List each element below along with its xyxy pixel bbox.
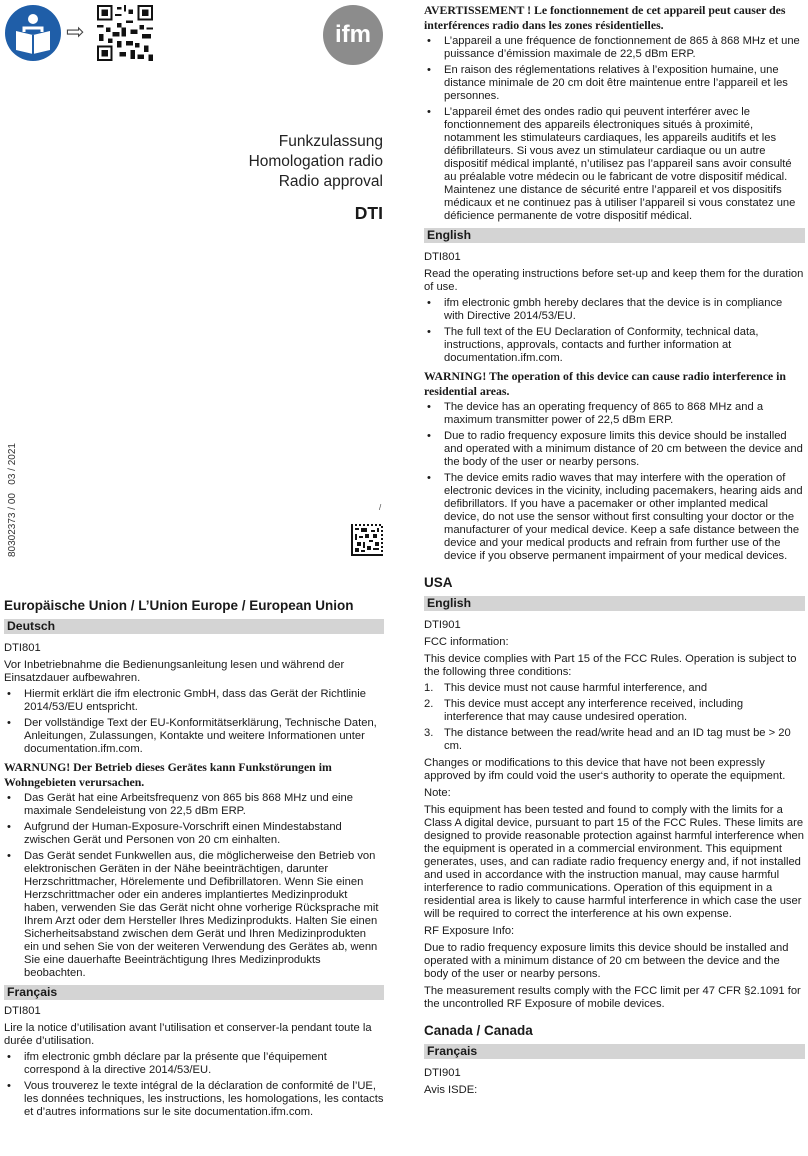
fcc-information-label: FCC information: — [424, 636, 509, 648]
list-item: • The device emits radio waves that may interfere with the operation of electronic devices in the vicinity, including pacemakers, hearing aids and defibrillators. If you have a pacemaker or other implanted medical device, do not use the sensor without first consulting your doctor or the manufacturer of your medical device. Keep a safe distance between the device and your medical products and refrain from further use of the device if you observe permanent impairment of your medical devices. — [424, 472, 805, 563]
region-title-usa: USA — [424, 575, 453, 590]
list-item: • Das Gerät hat eine Arbeitsfrequenz von 865 bis 868 MHz und eine maximale Sendeleistung von 22,5 dBm ERP. — [4, 792, 384, 818]
list-item: • ifm electronic gmbh déclare par la présente que l’équipement correspond à la directive 2014/53/EU. — [4, 1051, 384, 1077]
list-item: • Der vollständige Text der EU-Konformitätserklärung, Technische Daten, Anleitungen, Zulassungen, Kontakte und weitere Informationen unter documentation.ifm.com. — [4, 717, 384, 756]
rf-exposure-text: Due to radio frequency exposure limits this device should be installed and operated with a minimum distance of 20 cm between the device and the body of the user or nearby persons. — [424, 942, 789, 980]
list-item: • L’appareil émet des ondes radio qui peuvent interférer avec le fonctionnement des appareils électroniques situés à proximité, notamment les stimulateurs cardiaques, les appareils auditifs et les défibrillateurs. Si vous avez un stimulateur cardiaque ou un autre dispositif médical implanté, n’utilisez pas l’appareil sans avoir consulté au préalable votre médecin ou le fabricant de votre dispositif médical. Maintenez une distance de sécurité entre l’appareil et vos dispositifs médicaux et ne continuez pas à utiliser l’appareil si vous constatez une déficience permanente de votre dispositif médical. — [424, 106, 805, 223]
warning-list-fr — [424, 35, 805, 223]
avis-isde-label: Avis ISDE: — [424, 1084, 478, 1096]
section-heading-deutsch: Deutsch — [4, 619, 384, 634]
model-usa: DTI901 — [424, 619, 461, 631]
list-item: 2. This device must accept any interference received, including interference that may cause undesired operation. — [424, 698, 744, 723]
list-item: • Hiermit erklärt die ifm electronic GmbH, dass das Gerät der Richtlinie 2014/53/EU entspricht. — [4, 688, 384, 714]
region-title-canada: Canada / Canada — [424, 1023, 533, 1038]
right-column — [424, 3, 805, 1097]
list-item: • ifm electronic gmbh hereby declares that the device is in compliance with Directive 2014/53/EU. — [424, 297, 805, 323]
region-title-eu: Europäische Union / L’Union Europe / European Union — [4, 598, 354, 613]
rf-exposure-label: RF Exposure Info: — [424, 925, 515, 937]
intro-fr: Lire la notice d’utilisation avant l’utilisation et conserver-la pendant toute la durée d’utilisation. — [4, 1022, 372, 1047]
fcc-conditions — [424, 682, 805, 753]
title-line-fr: Homologation radio — [248, 153, 383, 170]
list-item: • Das Gerät sendet Funkwellen aus, die möglicherweise den Betrieb von elektronischen Geräten in der Nähe beeinträchtigen, darunter Herzschrittmacher, Hörelemente und Defibrillatoren. Wenn Sie einen Herzschrittmacher oder ein anderes implantiertes Medizinprodukt haben, verwenden Sie das Gerät nicht ohne vorherige Rücksprache mit Ihrem Arzt oder dem Hersteller Ihres Medizinprodukts. Halten Sie einen Sicherheitsabstand zwischen dem Gerät und Ihren Medizinprodukten ein und sehen Sie von der weiteren Verwendung des Gerätes ab, wenn Sie eine dauerhafte Beeinträchtigung Ihres Medizinprodukts beobachten. — [4, 850, 384, 980]
list-item: • Aufgrund der Human-Exposure-Vorschrift einen Mindestabstand zwischen Gerät und Personen von 20 cm einhalten. — [4, 821, 384, 847]
section-heading-francais-canada: Français — [424, 1044, 805, 1059]
list-item: • The device has an operating frequency of 865 to 868 MHz and a maximum transmitter power of 22,5 dBm ERP. — [424, 401, 805, 427]
measurement-text: The measurement results comply with the FCC limit per 47 CFR §2.1091 for the uncontrolled RF Exposure of mobile devices. — [424, 985, 801, 1010]
model-en: DTI801 — [424, 251, 461, 263]
arrow-right-icon: ⇨ — [66, 19, 85, 44]
model-canada: DTI901 — [424, 1067, 461, 1079]
approval-title — [190, 132, 383, 192]
note-label: Note: — [424, 787, 451, 799]
condition-text: This device must not cause harmful interference, and — [444, 682, 708, 694]
list-item: • Due to radio frequency exposure limits this device should be installed and operated with a minimum distance of 20 cm between the device and the body of the user or nearby persons. — [424, 430, 805, 469]
list-item: • L’appareil a une fréquence de fonctionnement de 865 à 868 MHz et une puissance d’émission maximale de 22,5 dBm ERP. — [424, 35, 805, 61]
left-column — [4, 598, 384, 1119]
model-de: DTI801 — [4, 642, 41, 654]
warning-fr: AVERTISSEMENT ! Le fonctionnement de cet appareil peut causer des interférences radio dans les zones résidentielles. — [424, 3, 786, 32]
bullet-list-de — [4, 688, 384, 756]
read-manual-icon — [4, 4, 62, 62]
list-item: 1. This device must not cause harmful interference, and — [424, 682, 708, 694]
section-heading-english-usa: English — [424, 596, 805, 611]
title-line-en: Radio approval — [278, 173, 383, 190]
note-text: This equipment has been tested and found to comply with the limits for a Class A digital device, pursuant to part 15 of the FCC Rules. These limits are designed to provide reasonable protection against harmful interference when the equipment is operated in a commercial environment. This equipment generates, uses, and can radiate radio frequency energy and, if not installed and used in accordance with the instruction manual, may cause harmful interference to radio communications. Operation of this equipment in a residential area is likely to cause harmful interference in which case the user will be required to correct the interference at his own expense. — [424, 804, 804, 920]
section-heading-english-eu: English — [424, 228, 805, 243]
list-item: • Vous trouverez le texte intégral de la déclaration de conformité de l’UE, les données techniques, les instructions, les homologations, les contacts et d’autres informations sur le site documentation.ifm.com. — [4, 1080, 384, 1119]
product-name: DTI — [354, 203, 383, 223]
bullet-list-fr — [4, 1051, 384, 1119]
title-line-de: Funkzulassung — [278, 133, 383, 150]
document-number: 80302373 / 00 03 / 2021 — [7, 443, 18, 557]
intro-en: Read the operating instructions before set-up and keep them for the duration of use. — [424, 268, 804, 293]
section-heading-francais: Français — [4, 985, 384, 1000]
datamatrix-code — [351, 524, 383, 556]
list-item: • En raison des réglementations relatives à l’exposition humaine, une distance minimale de 20 cm doit être maintenue entre l’appareil et les personnes. — [424, 64, 805, 103]
ifm-logo-text: ifm — [335, 21, 371, 48]
list-item: 3. The distance between the read/write head and an ID tag must be > 20 cm. — [424, 727, 791, 752]
warning-de: WARNUNG! Der Betrieb dieses Gerätes kann Funkstörungen im Wohngebieten verursachen. — [4, 760, 332, 789]
condition-text: This device must accept any interference received, including interference that may cause undesired operation. — [444, 698, 744, 723]
small-slash: / — [379, 503, 382, 512]
list-item: • The full text of the EU Declaration of Conformity, technical data, instructions, approvals, contacts and further information at documentation.ifm.com. — [424, 326, 805, 365]
condition-text: The distance between the read/write head and an ID tag must be > 20 cm. — [444, 727, 791, 752]
warning-list-de — [4, 792, 384, 980]
warning-en: WARNING! The operation of this device can cause radio interference in residential areas. — [424, 369, 786, 398]
bullet-list-en — [424, 297, 805, 365]
intro-de: Vor Inbetriebnahme die Bedienungsanleitung lesen und während der Einsatzdauer aufbewahren. — [4, 659, 345, 684]
fcc-compliance: This device complies with Part 15 of the FCC Rules. Operation is subject to the following three conditions: — [424, 653, 797, 678]
ifm-logo — [323, 5, 383, 65]
model-fr: DTI801 — [4, 1005, 41, 1017]
qr-code — [97, 5, 153, 61]
fcc-changes: Changes or modifications to this device that have not been expressly approved by ifm could void the user‘s authority to operate the equipment. — [424, 757, 786, 782]
warning-list-en — [424, 401, 805, 563]
